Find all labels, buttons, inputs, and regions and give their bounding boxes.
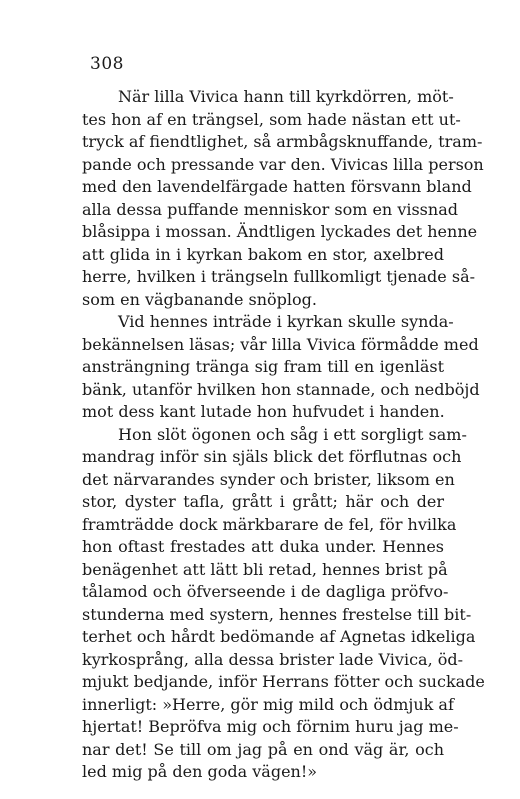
paragraph — [82, 424, 485, 784]
paragraph — [82, 311, 480, 424]
text-line: hjertat! Bepröfva mig och förnim huru jag me- — [82, 717, 459, 736]
text-line: med den lavendelfärgade hatten försvann bland — [82, 177, 472, 196]
text-line: pande och pressande var den. Vivicas lilla person — [82, 154, 484, 174]
text-line: mjukt bedjande, inför Herrans fötter och suckade — [82, 672, 485, 691]
text-line: tes hon af en trängsel, som hade nästan ett ut- — [82, 109, 461, 129]
text-line: blåsippa i mossan. Ändtligen lyckades det henne — [82, 222, 478, 241]
text-line: alla dessa puffande menniskor som en vissnad — [82, 199, 458, 219]
text-line: Vid hennes inträde i kyrkan skulle synda- — [118, 312, 454, 331]
text-line: tålamod och öfverseende i de dagliga pröfvo- — [82, 582, 449, 601]
text-line: hon oftast frestades att duka under. Hennes — [82, 537, 444, 556]
text-line: bänk, utanför hvilken hon stannade, och nedböjd — [82, 379, 480, 399]
text-line: kyrkosprång, alla dessa brister lade Vivica, öd- — [82, 649, 464, 669]
text-line: När lilla Vivica hann till kyrkdörren, möt- — [118, 87, 454, 106]
text-line: ansträngning tränga sig fram till en igenläst — [82, 357, 444, 376]
text-line: att glida in i kyrkan bakom en stor, axelbred — [82, 244, 444, 264]
text-line: det närvarandes synder och brister, liksom en — [82, 469, 455, 489]
text-line: nar det! Se till om jag på en ond väg är, och — [82, 739, 444, 759]
text-line: led mig på den goda vägen!» — [82, 762, 318, 781]
text-line: bekännelsen läsas; vår lilla Vivica förmådde med — [82, 334, 479, 354]
text-line: stor, dyster tafla, grått i grått; här och der — [82, 492, 444, 511]
text-line: Hon slöt ögonen och såg i ett sorgligt sam- — [118, 424, 467, 444]
text-line: tryck af fiendtlighet, så armbågsknuffande, tram- — [82, 132, 483, 151]
text-line: som en vägbanande snöplog. — [82, 289, 317, 309]
text-line: innerligt: »Herre, gör mig mild och ödmjuk af — [82, 694, 454, 714]
text-line: mandrag inför sin själs blick det förflutnas och — [82, 447, 462, 466]
text-line: herre, hvilken i trängseln fullkomligt tjenade så- — [82, 267, 476, 286]
text-line: benägenhet att lätt bli retad, hennes brist på — [82, 559, 448, 579]
text-line: terhet och hårdt bedömande af Agnetas idkeliga — [82, 627, 476, 646]
text-line: mot dess kant lutade hon hufvudet i handen. — [82, 402, 445, 421]
page-number: 308 — [90, 54, 124, 74]
body-text — [82, 86, 485, 784]
text-line: stunderna med systern, hennes frestelse till bit- — [82, 604, 472, 624]
paragraph — [82, 86, 484, 311]
text-line: framträdde dock märkbarare de fel, för hvilka — [82, 514, 457, 534]
